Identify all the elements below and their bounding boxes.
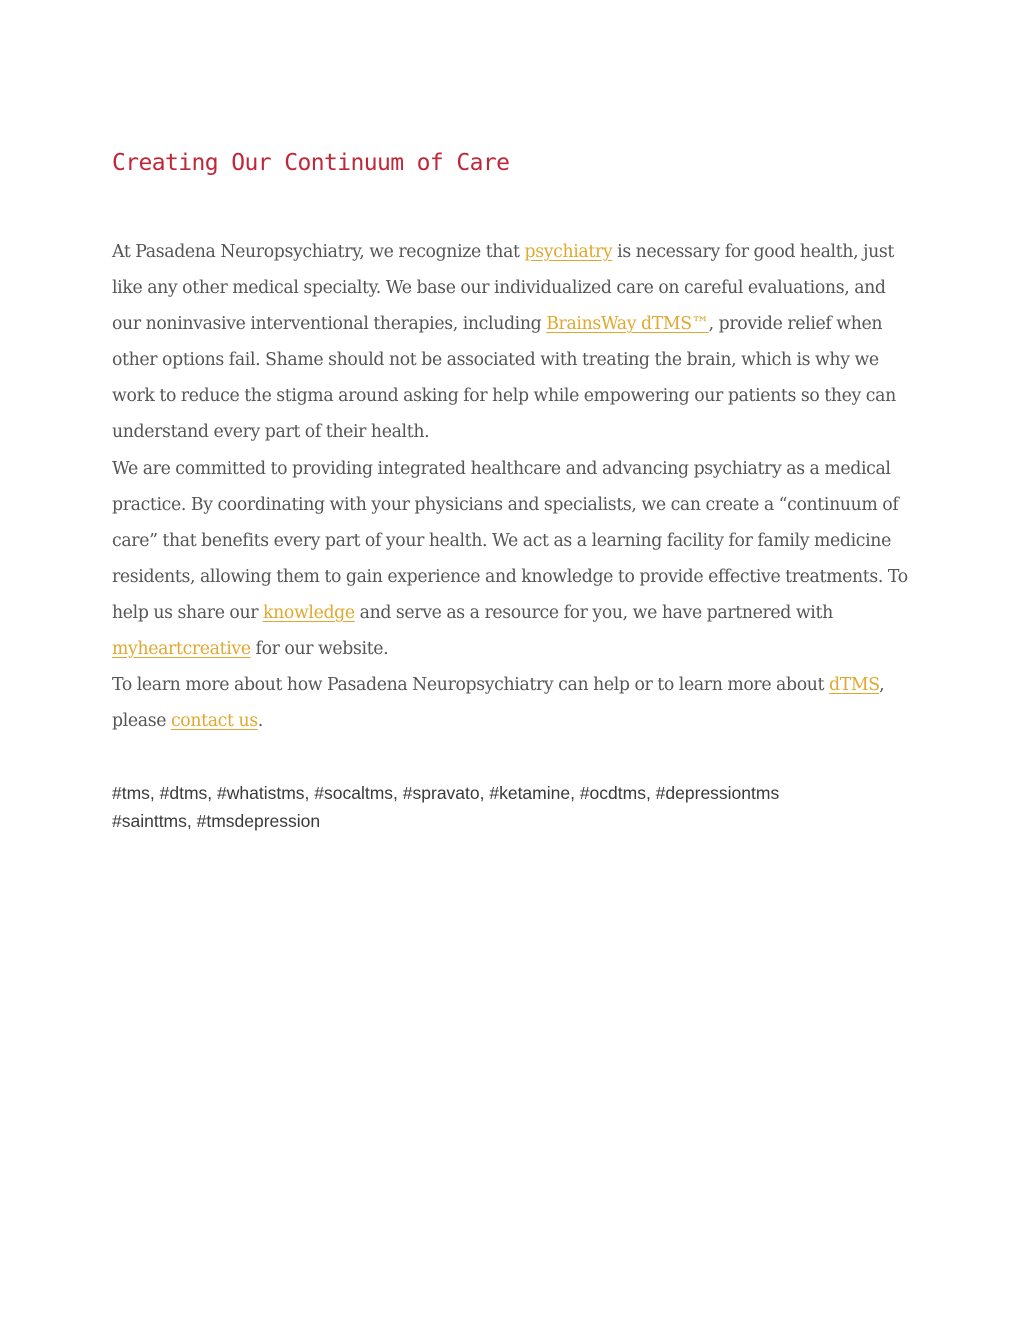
hashtag-line-1: #tms, #dtms, #whatistms, #socaltms, #spravato, #ketamine, #ocdtms, #depressiontms xyxy=(112,783,780,803)
paragraph-intro-text-1: At Pasadena Neuropsychiatry, we recognize that xyxy=(112,242,525,262)
paragraph-commitment-text-3: for our website. xyxy=(250,639,389,660)
article-body xyxy=(112,234,912,739)
paragraph-contact xyxy=(112,667,912,739)
knowledge-link[interactable]: knowledge xyxy=(263,602,355,623)
psychiatry-link[interactable]: psychiatry xyxy=(524,242,613,262)
paragraph-intro-text-2: is necessary for good health, just like any other medical specialty. We base our individualized care on careful evaluations, and our noninvasive interventional therapies, including xyxy=(112,242,894,335)
paragraph-contact-text-3: . xyxy=(257,711,263,732)
contact-us-link[interactable]: contact us xyxy=(170,711,258,732)
paragraph-commitment-text-1: We are committed to providing integrated healthcare and advancing psychiatry as a medical practice. By coordinating with your physicians and specialists, we can create a “continuum of care” that benefits every part of your health. We act as a learning facility for family medicine residents, allowing them to gain experience and knowledge to provide effective treatments. To help us share our xyxy=(112,458,908,623)
hashtag-list xyxy=(112,780,912,835)
paragraph-intro-text-3: , provide relief when other options fail. Shame should not be associated with treating the brain, which is why we work to reduce the stigma around asking for help while empowering our patients so they can understand every part of their health. xyxy=(112,314,896,443)
paragraph-intro xyxy=(112,234,912,451)
myheartcreative-link[interactable]: myheartcreative xyxy=(112,639,251,660)
page-title: Creating Our Continuum of Care xyxy=(112,150,510,176)
paragraph-contact-text-2: , please xyxy=(112,675,885,732)
dtms-link[interactable]: dTMS xyxy=(828,675,880,696)
brainsway-dtms-link[interactable]: BrainsWay dTMS™ xyxy=(546,314,709,335)
paragraph-contact-text-1: To learn more about how Pasadena Neuropsychiatry can help or to learn more about xyxy=(112,675,829,696)
paragraph-commitment xyxy=(112,451,912,668)
hashtag-line-2: #sainttms, #tmsdepression xyxy=(112,810,321,831)
paragraph-commitment-text-2: and serve as a resource for you, we have partnered with xyxy=(354,602,833,623)
